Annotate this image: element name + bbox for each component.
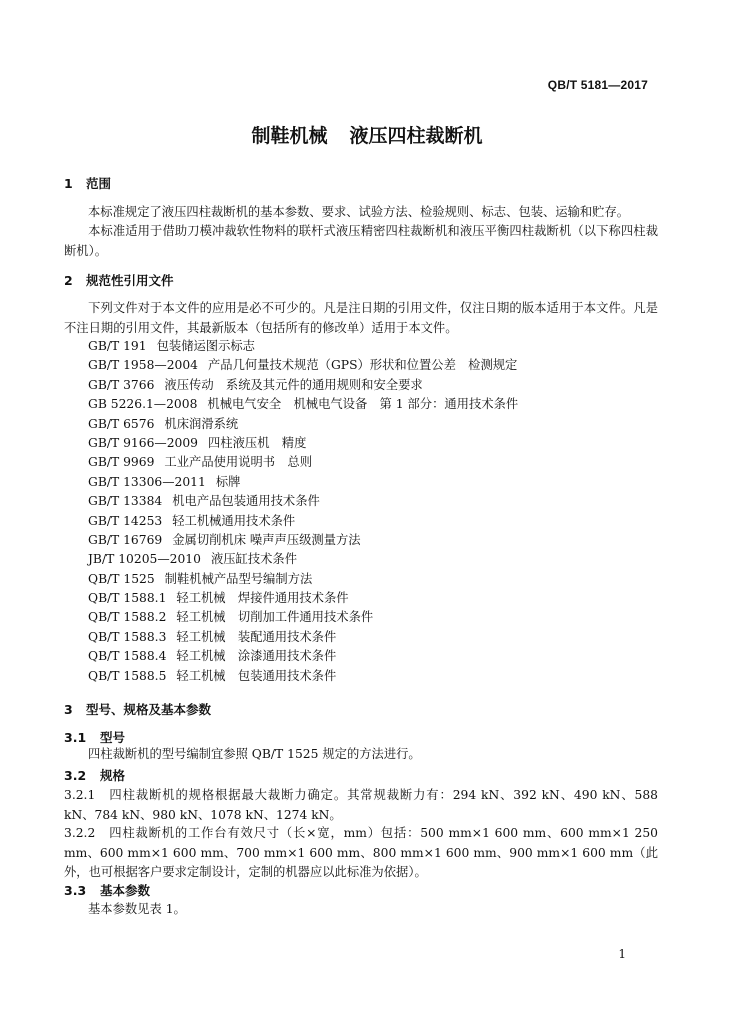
subsection-number: 3.1 (64, 730, 87, 745)
reference-title: 轻工机械通用技术条件 (172, 513, 296, 528)
reference-title: 轻工机械 焊接件通用技术条件 (176, 591, 349, 606)
subsection-3-1-heading (64, 728, 125, 746)
reference-item (88, 492, 518, 511)
reference-code: GB 5226.1—2008 (88, 397, 198, 412)
reference-title: 机床润滑系统 (164, 416, 239, 431)
reference-title: 轻工机械 切削加工件通用技术条件 (176, 610, 374, 625)
reference-item (88, 453, 518, 472)
subsection-title: 规格 (100, 768, 126, 783)
clause-3-2-2: 3.2.2 四柱裁断机的工作台有效尺寸（长×宽，mm）包括：500 mm×1 600 mm、600 mm×1 250 mm、600 mm×1 600 mm、700 mm×1 600 mm、800 mm×1 600 mm、900 mm×1 600 mm（此外，也可根据客户要求定制设计，定制的机器应以此标准为依据）。 (64, 826, 658, 879)
subsection-title: 型号 (100, 730, 126, 745)
reference-title: 轻工机械 涂漆通用技术条件 (176, 649, 337, 664)
document-title (0, 121, 734, 148)
reference-item (88, 356, 518, 375)
section-title: 范围 (86, 176, 112, 191)
reference-code: JB/T 10205—2010 (88, 552, 201, 567)
reference-item (88, 395, 518, 414)
reference-code: GB/T 9166—2009 (88, 435, 198, 450)
reference-item (88, 628, 518, 647)
subsection-3-3-text: 基本参数见表 1。 (88, 902, 186, 916)
reference-code: QB/T 1588.1 (88, 591, 167, 606)
section-number: 3 (64, 702, 73, 717)
reference-code: QB/T 1588.5 (88, 668, 167, 683)
subsection-title: 基本参数 (100, 883, 151, 898)
reference-item (88, 434, 518, 453)
section-3-heading (64, 700, 211, 718)
reference-item (88, 337, 518, 356)
normative-references-list (88, 337, 518, 686)
page-number: 1 (618, 947, 626, 961)
reference-title: 金属切削机床 噪声声压级测量方法 (172, 532, 361, 547)
reference-item (88, 531, 518, 550)
clause-3-2-1: 3.2.1 四柱裁断机的规格根据最大裁断力确定。其常规裁断力有：294 kN、392 kN、490 kN、588 kN、784 kN、980 kN、1078 kN、1274 kN。 (64, 788, 658, 822)
section-number: 1 (64, 176, 73, 191)
reference-item (88, 415, 518, 434)
section-title: 型号、规格及基本参数 (86, 702, 212, 717)
clause-number: 3.2.1 (64, 788, 96, 802)
title-part-1: 制鞋机械 (251, 125, 328, 147)
reference-title: 轻工机械 包装通用技术条件 (176, 668, 337, 683)
reference-code: QB/T 1588.4 (88, 649, 167, 664)
reference-item (88, 667, 518, 686)
reference-item (88, 589, 518, 608)
clause-number: 3.2.2 (64, 826, 96, 840)
reference-item (88, 647, 518, 666)
reference-item (88, 512, 518, 531)
section-1-paragraph-1: 本标准规定了液压四柱裁断机的基本参数、要求、试验方法、检验规则、标志、包装、运输和贮存。 (88, 205, 630, 219)
reference-title: 标牌 (215, 474, 241, 489)
subsection-3-3-heading (64, 881, 150, 899)
reference-title: 液压缸技术条件 (210, 552, 298, 567)
reference-item (88, 550, 518, 569)
standard-code: QB/T 5181—2017 (547, 78, 648, 92)
subsection-number: 3.3 (64, 883, 87, 898)
reference-title: 液压传动 系统及其元件的通用规则和安全要求 (164, 377, 423, 392)
reference-item (88, 608, 518, 627)
section-title: 规范性引用文件 (86, 273, 174, 288)
reference-code: GB/T 191 (88, 339, 147, 353)
reference-code: GB/T 3766 (88, 377, 155, 392)
section-number: 2 (64, 273, 73, 288)
reference-code: GB/T 14253 (88, 513, 163, 528)
reference-item (88, 473, 518, 492)
reference-code: QB/T 1588.3 (88, 629, 167, 644)
reference-item (88, 376, 518, 395)
reference-title: 包装储运图示标志 (156, 339, 255, 353)
reference-item (88, 570, 518, 589)
subsection-3-2-heading (64, 766, 125, 784)
section-2-intro: 下列文件对于本文件的应用是必不可少的。凡是注日期的引用文件，仅注日期的版本适用于本文件。凡是不注日期的引用文件，其最新版本（包括所有的修改单）适用于本文件。 (64, 301, 658, 335)
reference-title: 制鞋机械产品型号编制方法 (164, 571, 313, 586)
reference-code: GB/T 6576 (88, 416, 155, 431)
reference-code: GB/T 13306—2011 (88, 474, 206, 489)
reference-title: 机械电气安全 机械电气设备 第 1 部分：通用技术条件 (207, 397, 519, 412)
subsection-3-1-text: 四柱裁断机的型号编制宜参照 QB/T 1525 规定的方法进行。 (88, 747, 421, 761)
subsection-number: 3.2 (64, 768, 87, 783)
reference-code: QB/T 1588.2 (88, 610, 167, 625)
reference-code: GB/T 1958—2004 (88, 358, 198, 373)
section-1-heading (64, 174, 111, 192)
reference-title: 机电产品包装通用技术条件 (172, 494, 320, 509)
reference-code: GB/T 16769 (88, 532, 163, 547)
reference-code: QB/T 1525 (88, 571, 155, 586)
section-1-paragraph-2: 本标准适用于借助刀模冲裁软性物料的联杆式液压精密四柱裁断机和液压平衡四柱裁断机（以下称四柱裁断机）。 (64, 224, 658, 258)
reference-code: GB/T 13384 (88, 494, 163, 509)
title-part-2: 液压四柱裁断机 (349, 125, 483, 147)
section-2-heading (64, 271, 174, 289)
reference-code: GB/T 9969 (88, 455, 155, 470)
reference-title: 轻工机械 装配通用技术条件 (176, 629, 337, 644)
reference-title: 工业产品使用说明书 总则 (164, 455, 312, 470)
reference-title: 四柱液压机 精度 (208, 435, 307, 450)
reference-title: 产品几何量技术规范（GPS）形状和位置公差 检测规定 (208, 358, 518, 373)
